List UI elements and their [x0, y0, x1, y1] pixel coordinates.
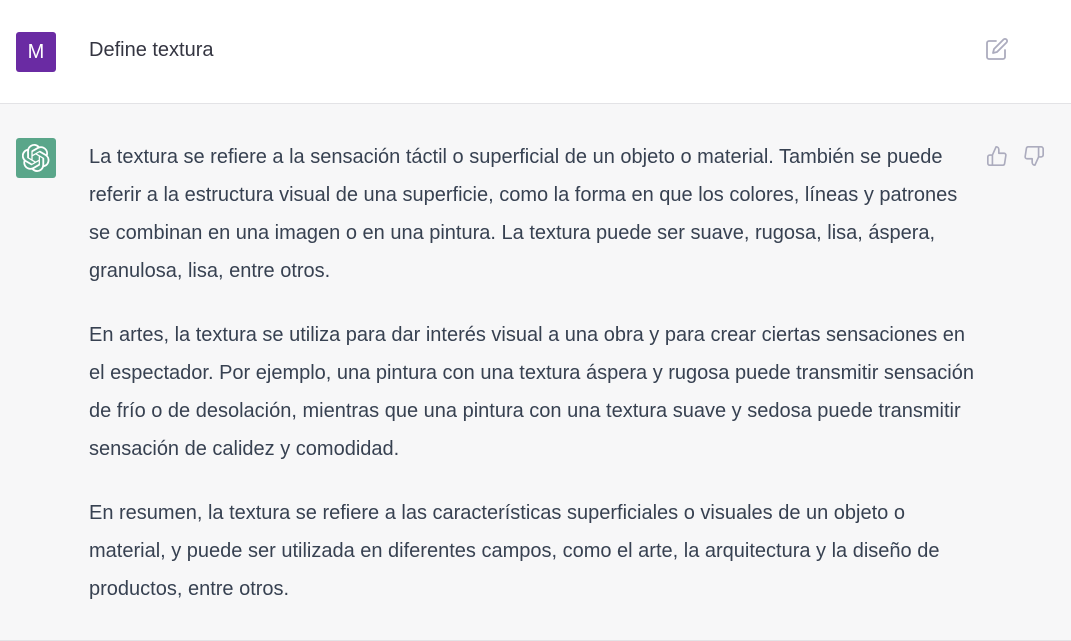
- assistant-message-row: [0, 104, 1071, 641]
- edit-message-button[interactable]: [984, 36, 1010, 62]
- thumbs-up-icon: [986, 145, 1008, 167]
- assistant-message-text: [89, 138, 979, 634]
- user-message-row: [0, 0, 1071, 104]
- edit-icon: [985, 37, 1009, 61]
- user-message-text: Define textura: [89, 39, 214, 61]
- openai-logo-icon: [22, 144, 50, 172]
- user-avatar: M: [16, 32, 56, 72]
- answer-paragraph-2: En artes, la textura se utiliza para dar interés visual a una obra y para crear ciertas sensaciones en el espectador. Por ejemplo, una pintura con una textura áspera y rugosa puede transmitir sensación de frío o de desolación, mientras que una pintura con una textura suave y sedosa puede transmitir sensación de calidez y comodidad.: [89, 324, 974, 460]
- assistant-avatar: [16, 138, 56, 178]
- answer-paragraph-1: La textura se refiere a la sensación táctil o superficial de un objeto o material. También se puede referir a la estructura visual de una superficie, como la forma en que los colores, líneas y patrones se combinan en una imagen o en una pintura. La textura puede ser suave, rugosa, lisa, áspera, granulosa, lisa, entre otros.: [89, 146, 958, 282]
- thumbs-down-icon: [1023, 145, 1045, 167]
- answer-paragraph-3: En resumen, la textura se refiere a las características superficiales o visuales de un objeto o material, y puede ser utilizada en diferentes campos, como el arte, la arquitectura y la diseño de productos, entre otros.: [89, 502, 940, 600]
- thumbs-down-button[interactable]: [1022, 144, 1046, 168]
- thumbs-up-button[interactable]: [985, 144, 1009, 168]
